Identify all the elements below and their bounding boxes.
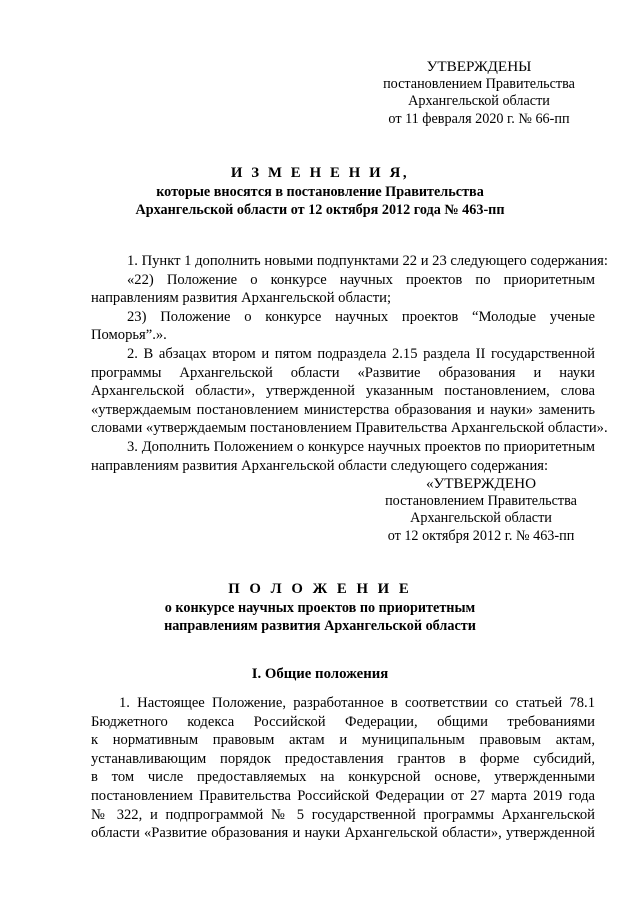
section-title: I. Общие положения [251,666,389,682]
paragraph-line: к нормативным правовым актам и муниципальным правовым актам, [91,732,595,749]
paragraph-line: «утверждаемым постановлением министерства образования и науки» заменить [91,401,595,418]
changes-body [91,252,608,475]
paragraph-line: в том числе предоставляемых на конкурсной основе, утвержденными [91,769,595,786]
inner-approval-line: Архангельской области [410,510,552,526]
regulation-heading [90,580,550,636]
paragraph-line: направлениям развития Архангельской области; [91,290,391,307]
paragraph-line: 1. Пункт 1 дополнить новыми подпунктами 22 и 23 следующего содержания: [127,253,608,269]
changes-subtitle-line: которые вносятся в постановление Правительства [156,183,484,200]
changes-subtitle-line: Архангельской области от 12 октября 2012 года № 463-пп [135,202,505,218]
approval-line: от 11 февраля 2020 г. № 66-пп [388,110,570,127]
regulation-subtitle-line: о конкурсе научных проектов по приоритетным [164,599,476,616]
paragraph-line: № 322, и подпрограммой № 5 государственной программы Архангельской [91,806,595,823]
paragraph-line: Поморья”.». [91,327,167,344]
approval-line: постановлением Правительства [383,75,575,92]
changes-title: И З М Е Н Е Н И Я, [230,165,410,181]
paragraph-line: 1. Настоящее Положение, разработанное в соответствии со статьей 78.1 [119,695,595,711]
inner-approval-block [366,475,596,545]
regulation-title: П О Л О Ж Е Н И Е [228,581,412,597]
paragraph-line: 2. В абзацах втором и пятом подраздела 2.15 раздела II государственной [127,345,595,362]
paragraph-line: программы Архангельской области «Развитие образования и науки [91,364,595,381]
paragraph-line: Архангельской области», утвержденной указанным постановлением, слова [91,383,595,400]
paragraph-line: области «Развитие образования и науки Архангельской области», утвержденной [91,825,595,842]
changes-heading [90,164,550,220]
paragraph-line: 23) Положение о конкурсе научных проектов “Молодые ученые [127,308,595,325]
paragraph-line: «22) Положение о конкурсе научных проектов по приоритетным [127,271,595,288]
section-body [91,694,595,843]
paragraph-line: направлениям развития Архангельской области следующего содержания: [91,457,549,474]
paragraph-line: Бюджетного кодекса Российской Федерации, общими требованиями [91,713,595,730]
approval-title: УТВЕРЖДЕНЫ [426,58,532,75]
paragraph-line: постановлением Правительства Российской Федерации от 27 марта 2019 года [91,787,595,804]
inner-approval-line: постановлением Правительства [385,492,577,509]
approval-line: Архангельской области [408,93,550,109]
paragraph-line: устанавливающим порядок предоставления грантов в форме субсидий, [91,750,595,767]
inner-approval-line: от 12 октября 2012 г. № 463-пп [387,527,575,544]
paragraph-line: 3. Дополнить Положением о конкурсе научных проектов по приоритетным [127,438,595,455]
paragraph-line: словами «утверждаемым постановлением Правительства Архангельской области». [91,420,608,437]
approval-block [364,58,594,128]
inner-approval-title: «УТВЕРЖДЕНО [425,475,537,492]
regulation-subtitle-line: направлениям развития Архангельской области [164,618,476,634]
